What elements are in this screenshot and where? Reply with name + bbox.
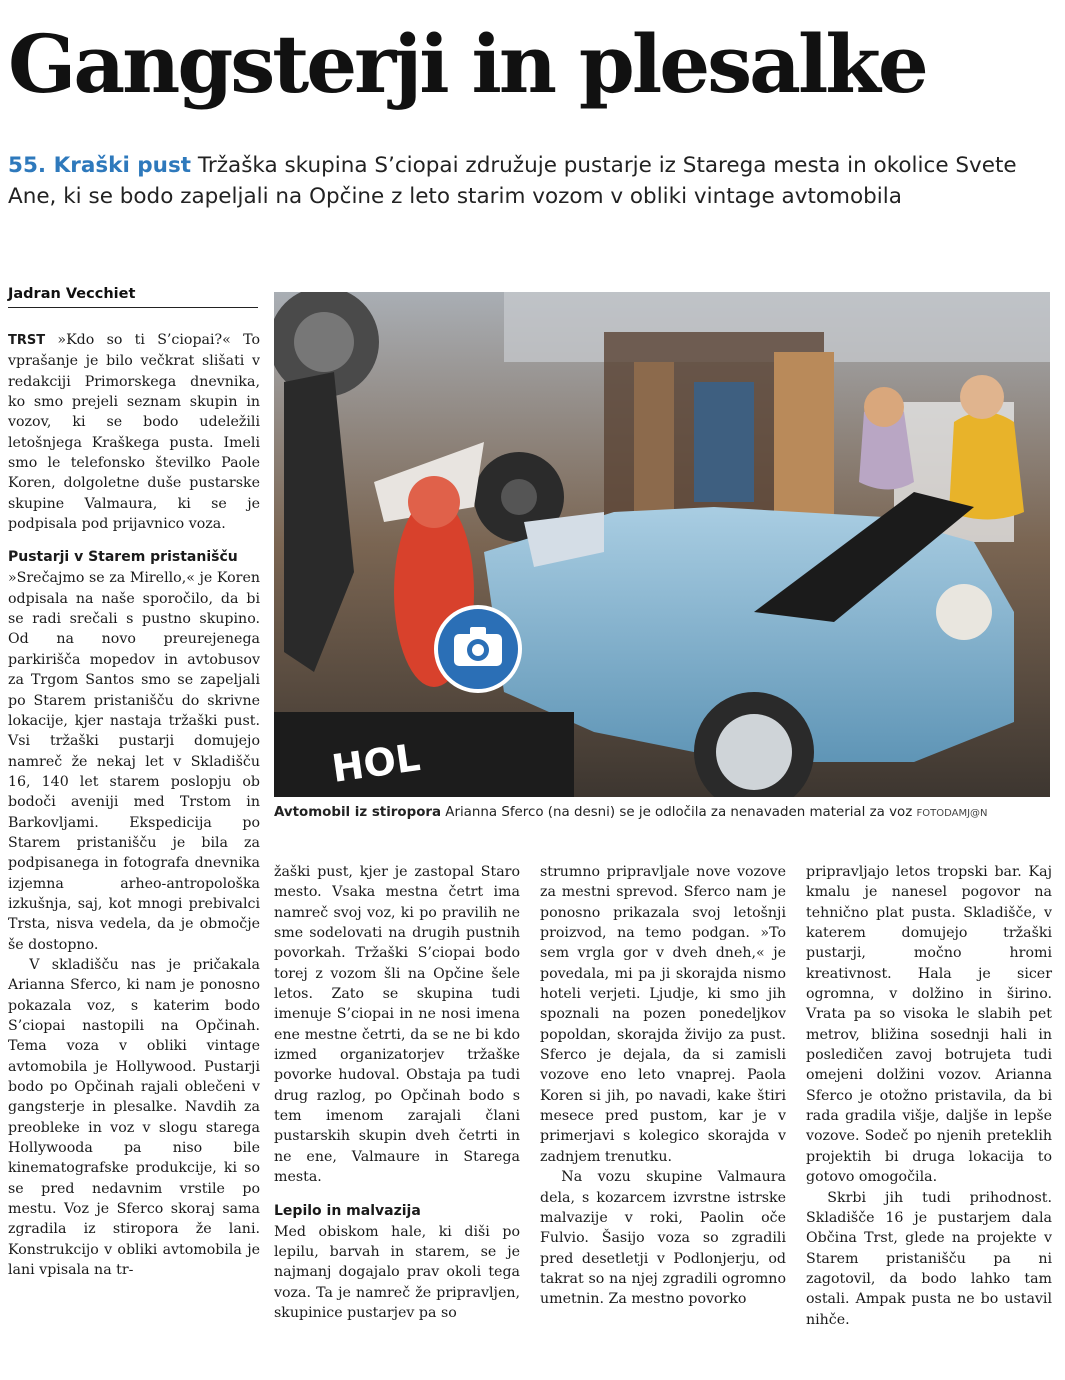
- lead-paragraph: [8, 150, 1058, 212]
- paragraph-5: Med obiskom hale, ki diši po lepilu, barvah in starem, se je najmanj dogajalo prav okoli tega voza. Ta je namreč že pripravljen, skupinice pustarjev pa so: [274, 1223, 520, 1321]
- paragraph-7: Na vozu skupine Valmaura dela, s kozarcem izvrstne istrske malvazije v roki, Paolin oče Fulvio. Šasijo voza so zgradili pred desetletji v Podlonjerju, od takrat so na njej zgradili ogromno umetnin. Za mestno povorko: [540, 1169, 786, 1308]
- column-4: [806, 862, 1052, 1330]
- caption-title: Avtomobil iz stiropora: [274, 805, 442, 820]
- column-1: [8, 330, 260, 1280]
- paragraph-1: [8, 330, 260, 534]
- photo-illustration: [274, 292, 1050, 797]
- article-photo[interactable]: [274, 292, 1050, 797]
- paragraph-9: Skrbi jih tudi prihodnost. Skladišče 16 je pustarjem dala Občina Trst, glede na projekte v Starem pristanišču pa ni zagotovil, da bodo lahko tam ostali. Ampak pusta ne bo ustavil nihče.: [806, 1189, 1052, 1328]
- paragraph-4: žaški pust, kjer je zastopal Staro mesto. Vsaka mestna četrt ima namreč svoj voz, ki po pravilih ne sme sodelovati na drugih pustnih povorkah. Tržaški S’ciopai bodo torej z vozom šli na Opčine šele letos. Zato se skupina tudi imenuje S’ciopai in ne nosi imena ene mestne četrti, da se ne bi kdo izmed organizatorjev tržaške povorke hudoval. Obstaja pa tudi drug razlog, po Opčinah bodo s tem imenom zarajali člani pustarskih skupin dveh četrti in ne ene, Valmaure in Starega mesta.: [274, 864, 520, 1186]
- paragraph-2: »Srečajmo se za Mirello,« je Koren odpisala na naše sporočilo, da bi se radi srečali s pustno skupino. Od na novo preurejenega parkirišča mopedov in avtobusov za Trgom Santos smo se zapeljali po Starem pristanišču do skrivne lokacije, kjer nastaja tržaški pust. Vsi tržaški pustarji domujejo namreč že nekaj let v Skladišču 16, 140 let starem poslopju ob bodoči aveniji med Trstom in Barkovljami. Ekspedicija po Starem pristanišču je bila za podpisanega in fotografa dnevnika izjemna arheo-antropološka izkušnja, saj, kot mnogi prebivalci Trsta, nisva vedela, da je območje še dostopno.: [8, 570, 260, 953]
- paragraph-8: pripravljajo letos tropski bar. Kaj kmalu je nanesel pogovor na tehnično plat pusta. Skladišče, v katerem domujejo tržaški pustarji, močno hromi kreativnost. Hala je sicer ogromna, v dolžino in širino. Vrata pa so visoka le slabih pet metrov, bližina sosednji hali in posledičen zavoj botrujeta tudi omejeni dolžini vozov. Arianna Sferco je otožno pristavila, da bi rada gradila višje, daljše in lepše vozove. Sodeč po njenih preteklih projektih bi druga lokacija to gotovo omogočila.: [806, 864, 1052, 1186]
- subheading-2: Lepilo in malvazija: [274, 1202, 421, 1219]
- photo-sign-text: HOL: [329, 735, 423, 791]
- subheading-1: Pustarji v Starem pristanišču: [8, 549, 238, 566]
- photo-caption: [274, 804, 1054, 823]
- byline: Jadran Vecchiet: [8, 286, 258, 308]
- paragraph-6: strumno pripravljale nove vozove za mestni sprevod. Sferco nam je ponosno prikazala svoj letošnji proizvod, na temo podgan. »To sem vrgla gor v dveh dneh,« je povedala, mi pa ji skorajda nismo hoteli verjeti. Ljudje, ki smo jih spoznali na pozen ponedeljkov popoldan, skorajda živijo za pust. Sferco je dejala, da si zamisli vozove eno leto vnaprej. Paola Koren si jih, po navadi, kake štiri mesece pred pustom, kar je v primerjavi s kolegico skorajda v zadnjem trenutku.: [540, 864, 786, 1165]
- paragraph-3: V skladišču nas je pričakala Arianna Sferco, ki nam je ponosno pokazala voz, s katerim bodo S’ciopai nastopili na Opčinah. Tema voza v obliki vintage avtomobila je Hollywood. Pustarji bodo po Opčinah rajali oblečeni v gangsterje in plesalke. Navdih za preobleke in voz v slogu starega Hollywooda pa niso bile kinematografske produkcije, ki so se pred nedavnim vrstile po mestu. Voz je Sferco skoraj sama zgradila iz stiropora že lani. Konstrukcijo v obliki avtomobila je lani vpisala na tr-: [8, 956, 260, 1279]
- paragraph-1-text: »Kdo so ti S’ciopai?« To vprašanje je bilo večkrat slišati v redakciji Primorskega dnevnika, ko smo prejeli seznam skupin in vozov, ki se bodo udeležili letošnjega Kraškega pusta. Imeli smo le telefonsko številko Paole Koren, dolgoletne duše pustarske skupine Valmaura, ki se je podpisala pod prijavnico voza.: [8, 332, 260, 533]
- headline: Gangsterji in plesalke: [8, 17, 926, 111]
- column-2: [274, 862, 520, 1323]
- camera-icon[interactable]: [436, 607, 520, 691]
- photo-credit: FOTODAMJ@N: [916, 808, 988, 819]
- column-3: [540, 862, 786, 1310]
- dateline-place: TRST: [8, 333, 46, 348]
- caption-text: Arianna Sferco (na desni) se je odločila za nenavaden material za voz: [445, 805, 913, 820]
- lead-kicker: 55. Kraški pust: [8, 153, 192, 178]
- lead-text: Tržaška skupina S’ciopai združuje pustarje iz Starega mesta in okolice Svete Ane, ki se bodo zapeljali na Opčine z leto starim vozom v obliki vintage avtomobila: [8, 153, 1017, 209]
